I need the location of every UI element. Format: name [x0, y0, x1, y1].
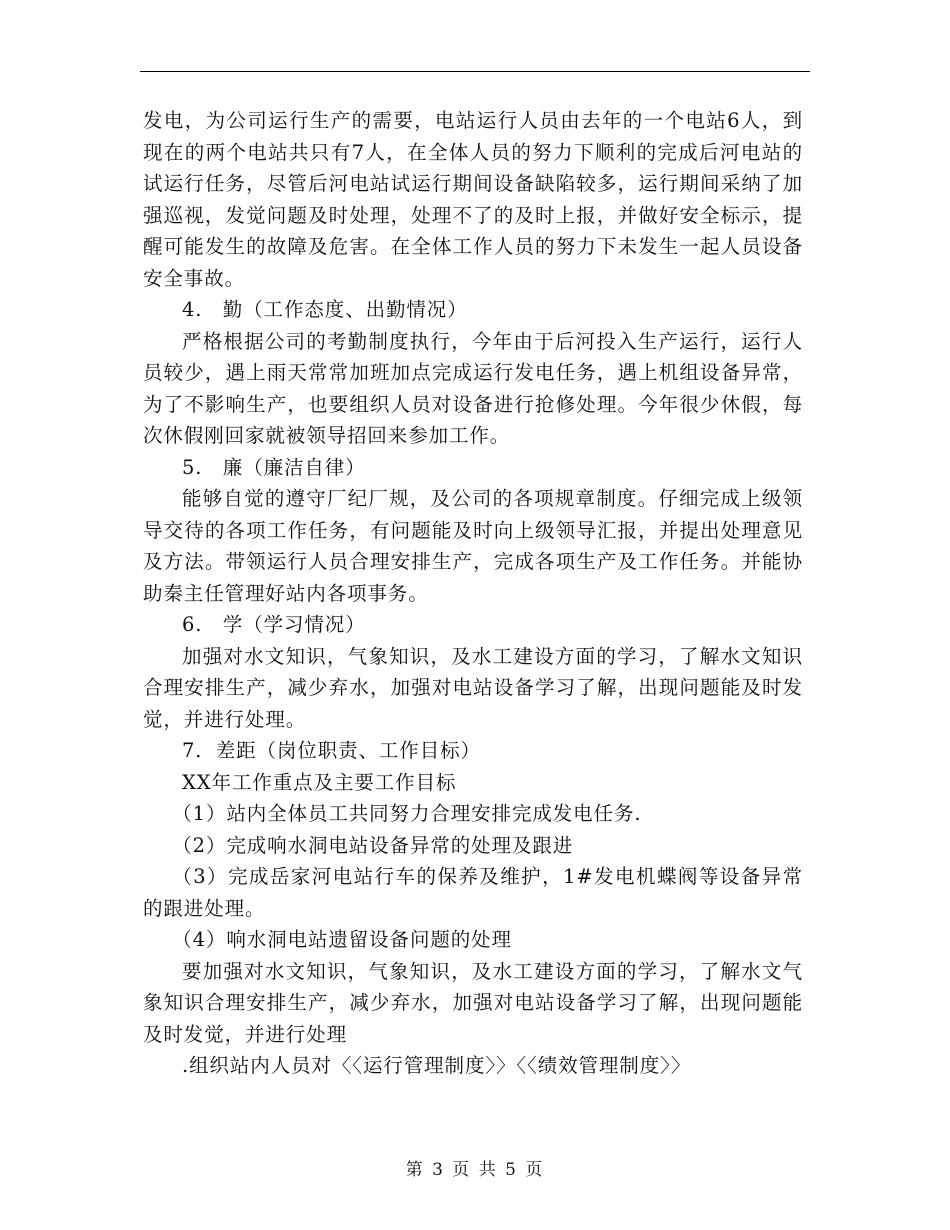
paragraph: 能够自觉的遵守厂纪厂规，及公司的各项规章制度。仔细完成上级领导交待的各项工作任务，有问题能及时向上级领导汇报，并提出处理意见及方法。带领运行人员合理安排生产，完成各项生产及工作任务。并能协助秦主任管理好站内各项事务。 — [143, 487, 803, 605]
section-heading: 6. 学（学习情况） — [182, 613, 366, 636]
section-heading: 7．差距（岗位职责、工作目标） — [182, 739, 481, 762]
paragraph: 发电，为公司运行生产的需要，电站运行人员由去年的一个电站6人，到现在的两个电站共只有7人，在全体人员的努力下顺利的完成后河电站的试运行任务，尽管后河电站试运行期间设备缺陷较多，运行期间采纳了加强巡视，发觉问题及时处理，处理不了的及时上报，并做好安全标示，提醒可能发生的故障及危害。在全体工作人员的努力下未发生一起人员设备安全事故。 — [143, 109, 803, 290]
document-body — [143, 105, 803, 1082]
list-item: （4）响水洞电站遗留设备问题的处理 — [172, 928, 512, 951]
paragraph: .组织站内人员对〈〈运行管理制度〉〉〈〈绩效管理制度〉〉 — [182, 1054, 692, 1077]
paragraph: 要加强对水文知识，气象知识，及水工建设方面的学习，了解水文气象知识合理安排生产，减少弃水，加强对电站设备学习了解，出现问题能及时发觉，并进行处理 — [143, 959, 803, 1046]
list-item: （1）站内全体员工共同努力合理安排完成发电任务. — [172, 802, 642, 825]
section-heading: 4. 勤（工作态度、出勤情况） — [182, 298, 468, 321]
paragraph: 严格根据公司的考勤制度执行，今年由于后河投入生产运行，运行人员较少，遇上雨天常常加班加点完成运行发电任务，遇上机组设备异常，为了不影响生产，也要组织人员对设备进行抢修处理。今年很少休假，每次休假刚回家就被领导招回来参加工作。 — [143, 329, 803, 447]
list-item: （3）完成岳家河电站行车的保养及维护，1#发电机蝶阀等设备异常的跟进处理。 — [143, 865, 803, 920]
section-heading: 5. 廉（廉洁自律） — [182, 455, 366, 479]
header-rule — [140, 71, 810, 72]
page-number-footer: 第 3 页 共 5 页 — [405, 1160, 545, 1180]
subsection-heading: XX年工作重点及主要工作目标 — [182, 770, 457, 794]
paragraph: 加强对水文知识，气象知识，及水工建设方面的学习，了解水文知识合理安排生产，减少弃水，加强对电站设备学习了解，出现问题能及时发觉，并进行处理。 — [143, 644, 803, 731]
list-item: （2）完成响水洞电站设备异常的处理及跟进 — [172, 833, 574, 857]
